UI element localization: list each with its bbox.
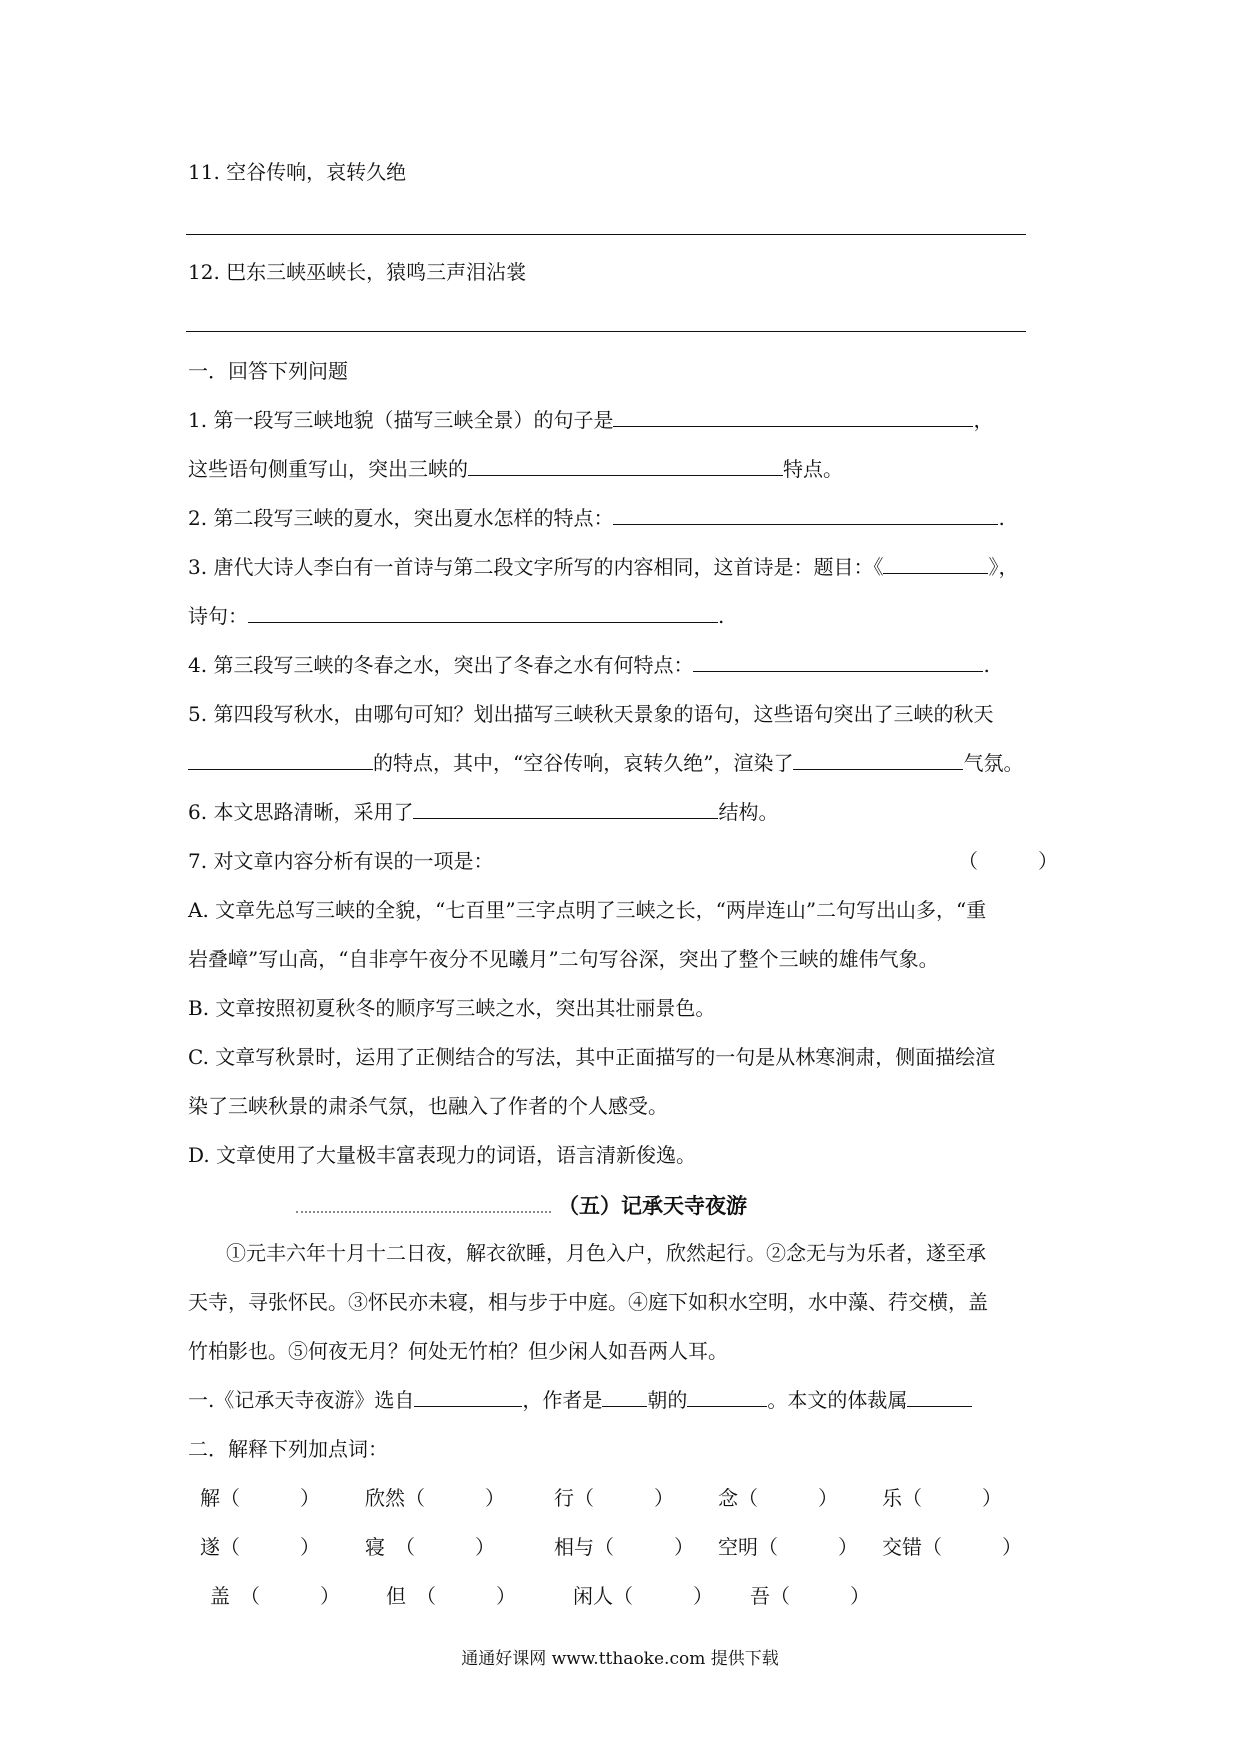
q1-end: ， (973, 408, 994, 432)
q5-blank2[interactable] (793, 749, 963, 770)
section-title-five: （五）记承天寺夜游 (558, 1193, 747, 1218)
title-dotted-rule (296, 1211, 551, 1213)
question-5-line1: 5. 第四段写秋水，由哪句可知？划出描写三峡秋天景象的语句，这些语句突出了三峡的秋天 (188, 702, 994, 726)
p1-text4: 。本文的体裁属 (767, 1388, 908, 1412)
q3-poem-blank[interactable] (248, 602, 718, 623)
option-a-line1: A. 文章先总写三峡的全貌，“七百里”三字点明了三峡之长，“两岸连山”二句写出山多，“重 (188, 898, 987, 922)
q1-blank[interactable] (613, 406, 973, 427)
passage-line3: 竹柏影也。⑤何夜无月？何处无竹柏？但少闲人如吾两人耳。 (188, 1339, 728, 1363)
q5-end: 气氛。 (963, 751, 1024, 775)
vocab-row3-item1[interactable]: 盖 （ ） (210, 1584, 340, 1608)
answer-line-11[interactable] (186, 234, 1026, 235)
q1-end2: 特点。 (783, 457, 843, 481)
q3-poem-label: 诗句： (188, 604, 248, 628)
option-b: B. 文章按照初夏秋冬的顺序写三峡之水，突出其壮丽景色。 (188, 996, 716, 1020)
q1-text2: 这些语句侧重写山，突出三峡的 (188, 457, 468, 481)
vocab-row1-item2[interactable]: 欣然（ ） (365, 1486, 505, 1510)
option-c-line2: 染了三峡秋景的肃杀气氛，也融入了作者的个人感受。 (188, 1094, 668, 1118)
question-12: 12. 巴东三峡巫峡长，猿鸣三声泪沾裳 (188, 260, 527, 284)
option-a-line2: 岩叠嶂”写山高，“自非亭午夜分不见曦月”二句写谷深，突出了整个三峡的雄伟气象。 (188, 947, 939, 971)
passage-line2: 天寺，寻张怀民。③怀民亦未寝，相与步于中庭。④庭下如积水空明，水中藻、荇交横，盖 (188, 1290, 988, 1314)
q2-blank[interactable] (613, 504, 998, 525)
q6-blank[interactable] (413, 798, 718, 819)
vocab-row2-item2[interactable]: 寝 （ ） (365, 1535, 495, 1559)
q2-text: 2. 第二段写三峡的夏水，突出夏水怎样的特点： (188, 506, 614, 530)
p1-author-blank[interactable] (687, 1386, 767, 1407)
q1-blank2[interactable] (468, 455, 783, 476)
question-2 (188, 504, 1005, 532)
option-d: D. 文章使用了大量极丰富表现力的词语，语言清新俊逸。 (188, 1143, 697, 1167)
question-4 (188, 651, 990, 679)
vocab-row2-item3[interactable]: 相与（ ） (554, 1535, 694, 1559)
question-3-line1 (188, 553, 1018, 581)
q4-text: 4. 第三段写三峡的冬春之水，突出了冬春之水有何特点： (188, 653, 694, 677)
vocab-row2-item4[interactable]: 空明（ ） (718, 1535, 858, 1559)
vocab-row1-item5[interactable]: 乐（ ） (882, 1486, 1002, 1510)
vocab-row2-item1[interactable]: 遂（ ） (200, 1535, 320, 1559)
vocab-row1-item3[interactable]: 行（ ） (554, 1486, 674, 1510)
q3-poem-end: . (718, 604, 725, 628)
q1-text: 1. 第一段写三峡地貌（描写三峡全景）的句子是 (188, 408, 614, 432)
q4-end: . (983, 653, 990, 677)
question-1-line2 (188, 455, 843, 483)
part-1-question (188, 1386, 972, 1414)
q4-blank[interactable] (693, 651, 983, 672)
page-footer: 通通好课网 www.tthaoke.com 提供下载 (461, 1649, 779, 1669)
question-6 (188, 798, 778, 826)
p1-text2: ，作者是 (522, 1388, 603, 1412)
p1-dynasty-blank[interactable] (602, 1386, 647, 1407)
vocab-row3-item3[interactable]: 闲人（ ） (573, 1584, 713, 1608)
section-title-questions: 一．回答下列问题 (188, 359, 348, 383)
p1-genre-blank[interactable] (907, 1386, 972, 1407)
question-5-line2 (188, 749, 1023, 777)
q3-end: 》， (988, 555, 1019, 579)
question-3-line2 (188, 602, 724, 630)
question-7: 7. 对文章内容分析有误的一项是： (188, 849, 494, 873)
vocab-row1-item4[interactable]: 念（ ） (718, 1486, 838, 1510)
q5-text: 的特点，其中，“空谷传响，哀转久绝”，渲染了 (373, 751, 794, 775)
passage-line1: ①元丰六年十月十二日夜，解衣欲睡，月色入户，欣然起行。②念无与为乐者，遂至承 (226, 1241, 986, 1265)
q6-text: 6. 本文思路清晰，采用了 (188, 800, 414, 824)
q5-blank1[interactable] (188, 749, 373, 770)
q3-text: 3. 唐代大诗人李白有一首诗与第二段文字所写的内容相同，这首诗是：题目：《 (188, 555, 884, 579)
p1-source-blank[interactable] (414, 1386, 522, 1407)
option-c-line1: C. 文章写秋景时，运用了正侧结合的写法，其中正面描写的一句是从林寒涧肃，侧面描绘渲 (188, 1045, 996, 1069)
vocab-row1-item1[interactable]: 解（ ） (200, 1486, 320, 1510)
answer-line-12[interactable] (186, 331, 1026, 332)
question-1-line1 (188, 406, 993, 434)
q3-title-blank[interactable] (883, 553, 988, 574)
vocab-row3-item4[interactable]: 吾（ ） (750, 1584, 870, 1608)
vocab-row2-item5[interactable]: 交错（ ） (882, 1535, 1022, 1559)
p1-text1: 一.《记承天寺夜游》选自 (188, 1388, 415, 1412)
q6-end: 结构。 (718, 800, 779, 824)
p1-text3: 朝的 (647, 1388, 688, 1412)
part-2-title: 二．解释下列加点词： (188, 1437, 388, 1461)
vocab-row3-item2[interactable]: 但 （ ） (386, 1584, 516, 1608)
q7-answer-paren[interactable]: （ ） (958, 849, 1058, 873)
question-11: 11. 空谷传响，哀转久绝 (188, 160, 407, 184)
q2-end: . (998, 506, 1005, 530)
